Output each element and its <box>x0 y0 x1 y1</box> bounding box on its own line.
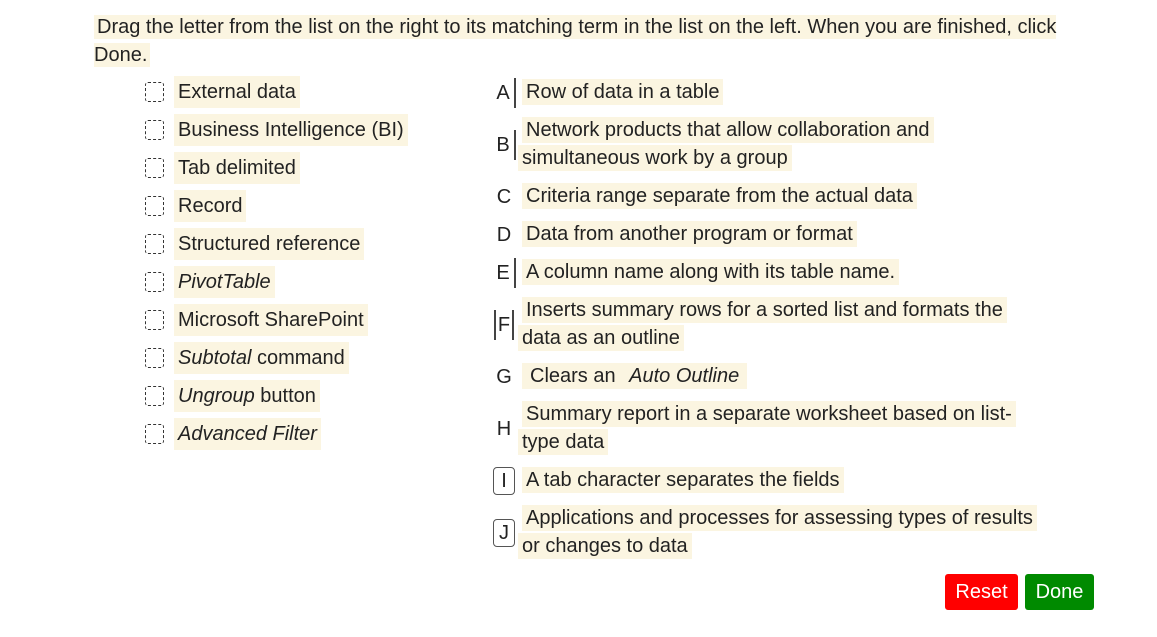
drop-target[interactable] <box>145 348 164 368</box>
draggable-letter[interactable]: F <box>494 310 514 340</box>
draggable-letter[interactable]: E <box>492 258 516 288</box>
done-button[interactable]: Done <box>1025 574 1094 610</box>
drop-target[interactable] <box>145 386 164 406</box>
draggable-letter[interactable]: I <box>493 467 515 495</box>
drop-target[interactable] <box>145 196 164 216</box>
term-label: Microsoft SharePoint <box>174 304 368 336</box>
drop-target[interactable] <box>145 82 164 102</box>
draggable-letter[interactable]: A <box>492 78 516 108</box>
draggable-letter[interactable]: J <box>493 519 515 547</box>
definition-text: Row of data in a table <box>522 78 1042 106</box>
definition-text: Clears an Auto Outline <box>522 362 1042 390</box>
definition-text: A column name along with its table name. <box>522 258 1042 286</box>
term-label: External data <box>174 76 300 108</box>
draggable-letter[interactable]: B <box>492 130 516 160</box>
draggable-letter[interactable]: C <box>496 186 512 208</box>
term-label: Subtotal command <box>174 342 349 374</box>
definition-text: Summary report in a separate worksheet based on list- type data <box>522 400 1042 456</box>
term-label: Advanced Filter <box>174 418 321 450</box>
drop-target[interactable] <box>145 310 164 330</box>
term-label: PivotTable <box>174 266 275 298</box>
instructions-label: Drag the letter from the list on the right to its matching term in the list on the left. When you are finished, click Done. <box>94 16 1057 66</box>
definition-text: A tab character separates the fields <box>522 466 1042 494</box>
drop-target[interactable] <box>145 158 164 178</box>
reset-button[interactable]: Reset <box>945 574 1018 610</box>
drop-target[interactable] <box>145 120 164 140</box>
drop-target[interactable] <box>145 234 164 254</box>
drop-target[interactable] <box>145 424 164 444</box>
term-label: Record <box>174 190 246 222</box>
term-label: Ungroup button <box>174 380 320 412</box>
term-label: Structured reference <box>174 228 364 260</box>
drop-target[interactable] <box>145 272 164 292</box>
definition-text: Applications and processes for assessing types of results or changes to data <box>522 504 1042 560</box>
term-label: Business Intelligence (BI) <box>174 114 408 146</box>
definition-text: Network products that allow collaboration and simultaneous work by a group <box>522 116 1042 172</box>
draggable-letter[interactable]: G <box>496 366 512 388</box>
definition-text: Data from another program or format <box>522 220 1042 248</box>
definition-text: Inserts summary rows for a sorted list and formats the data as an outline <box>522 296 1042 352</box>
draggable-letter[interactable]: D <box>496 224 512 246</box>
draggable-letter[interactable]: H <box>496 418 512 440</box>
instructions-text <box>94 13 1064 69</box>
term-label: Tab delimited <box>174 152 300 184</box>
definition-text: Criteria range separate from the actual data <box>522 182 1042 210</box>
